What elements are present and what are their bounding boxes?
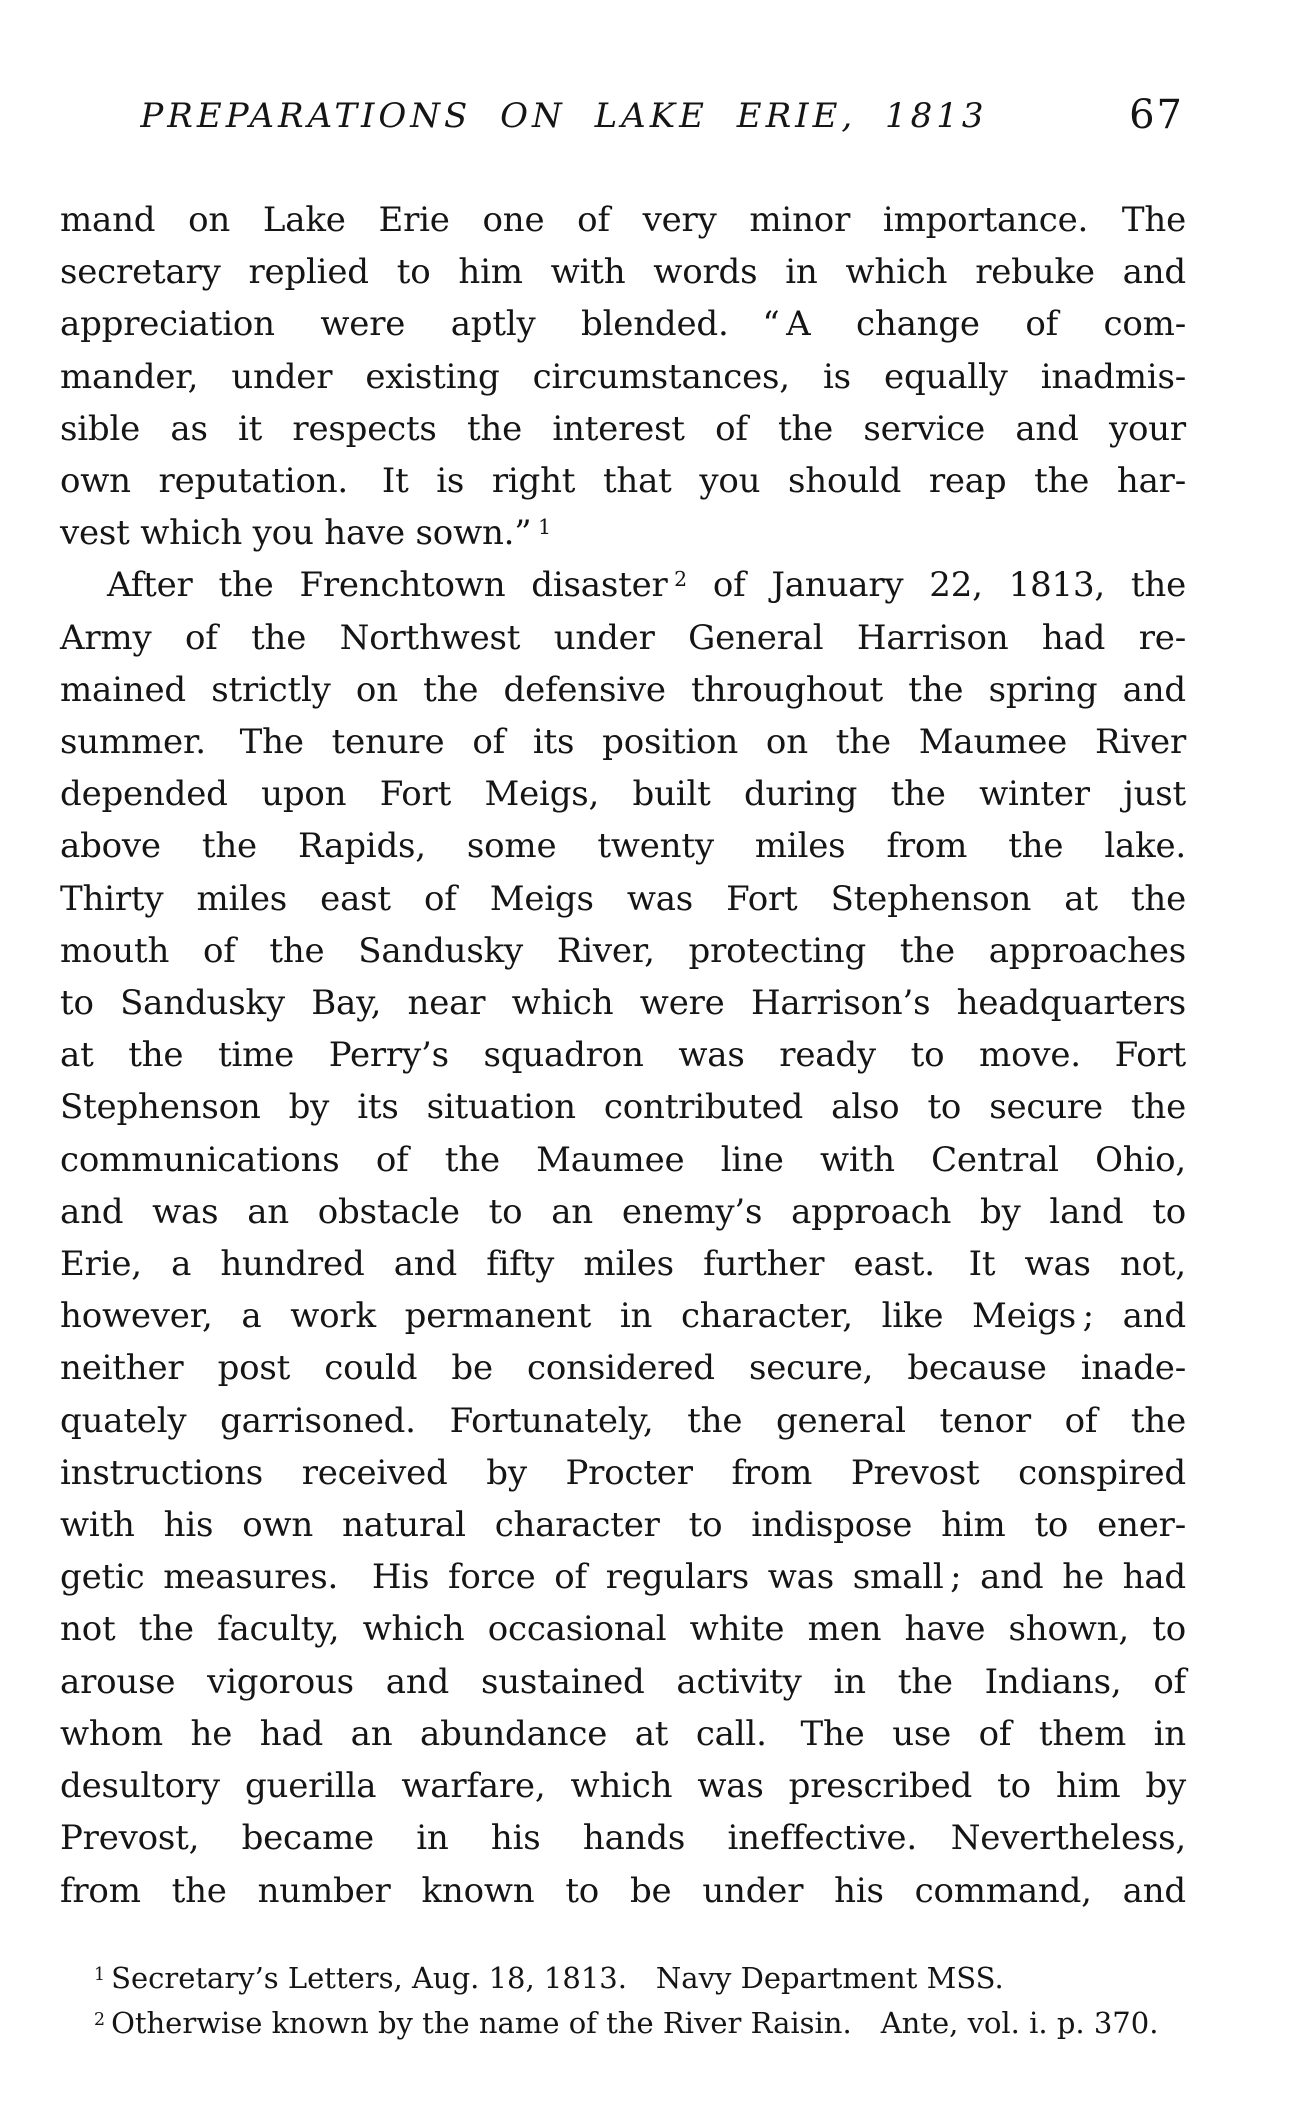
text-line: instructions received by Procter from Prevost conspired [60, 1452, 1186, 1493]
footnote-line: $^2$ Otherwise known by the name of the River Raisin. Ante, vol. i. p. 370. [94, 2006, 1159, 2040]
text-line: with his own natural character to indispose him to ener- [60, 1505, 1186, 1546]
text-line: and was an obstacle to an enemy’s approach by land to [60, 1191, 1186, 1232]
text-line: whom he had an abundance at call. The use of them in [60, 1713, 1186, 1754]
text-line: Erie, a hundred and fifty miles further east. It was not, [60, 1244, 1186, 1285]
text-line: Thirty miles east of Meigs was Fort Stephenson at the [60, 878, 1186, 919]
text-line: at the time Perry’s squadron was ready to move. Fort [60, 1035, 1186, 1076]
text-line: After the Frenchtown disaster $^2$ of January 22, 1813, the [107, 565, 1187, 606]
text-line: to Sandusky Bay, near which were Harrison’s headquarters [60, 983, 1186, 1024]
text-line: above the Rapids, some twenty miles from the lake. [60, 826, 1186, 867]
running-head-title: PREPARATIONS ON LAKE ERIE, 1813 [140, 96, 988, 136]
text-line: Stephenson by its situation contributed also to secure the [60, 1087, 1186, 1128]
text-line: own reputation. It is right that you should reap the har- [60, 461, 1186, 502]
text-line: desultory guerilla warfare, which was prescribed to him by [60, 1766, 1186, 1807]
footnotes [94, 1956, 1194, 2046]
text-line: Army of the Northwest under General Harrison had re- [60, 617, 1186, 658]
text-line: mouth of the Sandusky River, protecting the approaches [60, 930, 1186, 971]
footnote-line: $^1$ Secretary’s Letters, Aug. 18, 1813. Navy Department MSS. [94, 1961, 1004, 1995]
text-line: depended upon Fort Meigs, built during the winter just [60, 774, 1186, 815]
text-line: mand on Lake Erie one of very minor importance. The [60, 200, 1186, 240]
page-number: 67 [1129, 92, 1184, 138]
text-line: mained strictly on the defensive throughout the spring and [60, 669, 1186, 710]
text-line: not the faculty, which occasional white men have shown, to [60, 1609, 1186, 1650]
text-line: neither post could be considered secure, because inade- [60, 1348, 1186, 1389]
text-line: Prevost, became in his hands ineffective. Nevertheless, [60, 1818, 1186, 1859]
body-text [60, 194, 1186, 1917]
text-line: getic measures. His force of regulars was small ; and he had [60, 1557, 1186, 1598]
text-line: from the number known to be under his command, and [60, 1870, 1186, 1911]
text-line: however, a work permanent in character, like Meigs ; and [60, 1296, 1186, 1337]
text-line: quately garrisoned. Fortunately, the general tenor of the [60, 1400, 1186, 1441]
text-line: summer. The tenure of its position on the Maumee River [60, 722, 1186, 763]
text-line: communications of the Maumee line with Central Ohio, [60, 1139, 1186, 1180]
text-line: arouse vigorous and sustained activity in the Indians, of [60, 1661, 1186, 1702]
page-header [60, 92, 1186, 148]
text-line: mander, under existing circumstances, is equally inadmis- [60, 356, 1186, 397]
text-line: appreciation were aptly blended. “ A change of com- [60, 304, 1186, 345]
text-line: sible as it respects the interest of the service and your [60, 408, 1186, 449]
text-line: vest which you have sown.” $^1$ [60, 513, 551, 554]
text-line: secretary replied to him with words in which rebuke and [60, 252, 1186, 293]
